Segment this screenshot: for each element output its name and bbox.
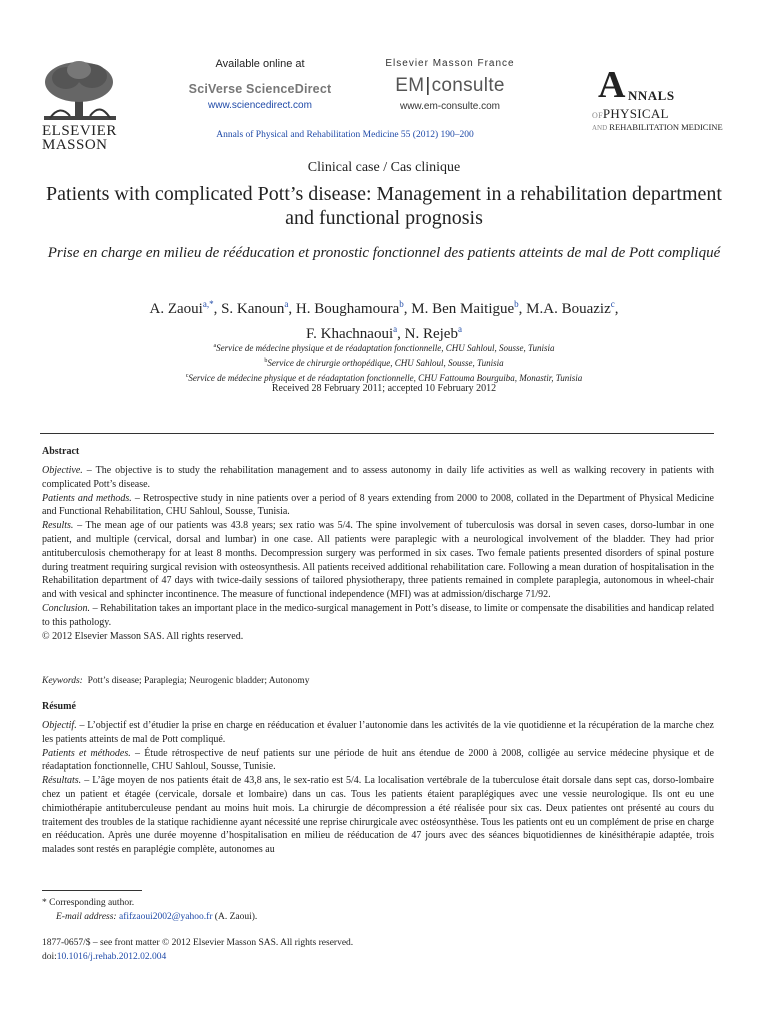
- author-affil-marker[interactable]: c: [610, 299, 615, 309]
- email-owner: (A. Zaoui).: [212, 912, 258, 922]
- annals-of-text: OF: [592, 111, 603, 120]
- affiliation-text: Service de chirurgie orthopédique, CHU Sahloul, Sousse, Tunisia: [267, 358, 504, 368]
- article-french-title: Prise en charge en milieu de rééducation et pronostic fonctionnel des patients atteints de mal de Pott compliqué: [47, 245, 721, 261]
- sciverse-logo-text: SciVerse ScienceDirect: [188, 82, 332, 96]
- author-affil-marker[interactable]: b: [399, 299, 404, 309]
- section-text: – L’âge moyen de nos patients était de 43,8 ans, le sex-ratio est 5/4. La localisation vertébrale de la tuberculose était dorsale dans sept cas, dorso-lombaire chez un patient et étagée (cervicale, dorsale et lombaire) dans un cas. Tous les patients étaient paraplégiques avec une vessie neurologique. Ils ont eu une chimiothérapie antituberculeuse pendant au moins huit mois. La chirurgie de décompression a été réalisée pour six cas. Deux patientes ont présenté au cours du traitement des troubles de la statique rachidienne ayant nécessité une reprise chirurgicale avec ostéosynthèse. Tous les patients ont eu un complément de prise en charge en rééducation. Après une durée moyenne d’hospitalisation en milieu de rééducation de 47 jours avec des séances biquotidiennes de kinésithérapie adaptée, trois malades sont restés en paraplégie complète, autonomes au: [42, 775, 714, 856]
- sciencedirect-block: [160, 58, 360, 111]
- email-link[interactable]: afifzaoui2002@yahoo.fr: [118, 912, 213, 922]
- author-affil-marker[interactable]: a: [284, 299, 289, 309]
- annals-physical-text: PHYSICAL: [602, 106, 669, 121]
- affiliation-text: Service de médecine physique et de réadaptation fonctionnelle, CHU Fattouma Bourguiba, Monastir, Tunisia: [188, 373, 583, 383]
- affiliation-marker: c: [185, 373, 189, 379]
- affiliation-list: [40, 340, 728, 385]
- issn-text: 1877-0657/$ – see front matter © 2012 Elsevier Masson SAS. All rights reserved.: [42, 938, 354, 948]
- publisher-subname: MASSON: [42, 137, 108, 153]
- author-name: M.A. Bouaziz: [526, 301, 611, 317]
- affiliation: [40, 340, 728, 355]
- section-label: Objectif.: [42, 720, 77, 731]
- author-name: H. Boughamoura: [295, 301, 400, 317]
- footnote-rule: [42, 890, 142, 891]
- affiliation-marker: b: [264, 358, 268, 364]
- annals-big-letter: A: [598, 64, 626, 106]
- section-text: – Étude rétrospective de neuf patients sur une période de huit ans étendue de 2000 à 2008, colligée au service médecine physique et de réadaptation fonctionnelle, CHU Sahloul, Sousse, Tunisie.: [42, 747, 714, 773]
- em-consulte-right: consulte: [431, 75, 505, 96]
- keywords: [42, 676, 309, 686]
- abstract-results: [42, 519, 714, 602]
- annals-physical-line: [592, 106, 669, 122]
- sciencedirect-link[interactable]: www.sciencedirect.com: [208, 100, 312, 111]
- abstract-body: [42, 464, 714, 643]
- em-consulte-block: [370, 58, 530, 112]
- publisher-wordmark: [42, 124, 117, 152]
- section-label: Objective.: [42, 465, 83, 476]
- received-dates: Received 28 February 2011; accepted 10 February 2012: [271, 383, 497, 394]
- section-text: – L’objectif est d’étudier la prise en charge en rééducation et évaluer l’autonomie dans les activités de la vie quotidienne et la récupération de la marche chez les patients atteints de mal de Pott compliqué.: [42, 720, 714, 745]
- author-affil-marker[interactable]: a: [393, 324, 398, 334]
- affiliation-marker: a: [213, 343, 217, 349]
- section-label: Conclusion.: [42, 602, 91, 614]
- section-label: Patients and methods.: [42, 492, 132, 504]
- abstract-heading: Abstract: [42, 446, 80, 457]
- annals-and-text: AND: [592, 124, 608, 132]
- author-name: M. Ben Maitigue: [411, 301, 515, 317]
- resume-methodes: [42, 747, 714, 775]
- annals-journal-logo: [592, 66, 722, 136]
- article-title: Patients with complicated Pott’s disease: Management in a rehabilitation department and functional prognosis: [46, 183, 722, 229]
- article-type: Clinical case / Cas clinique: [307, 160, 461, 175]
- affiliation-text: Service de médecine physique et de réadaptation fonctionnelle, CHU Sahloul, Sousse, Tunisia: [216, 343, 555, 353]
- keywords-text: Pott’s disease; Paraplegia; Neurogenic bladder; Autonomy: [87, 676, 310, 686]
- section-label: Patients et méthodes.: [42, 747, 131, 759]
- corresponding-author-note: [42, 896, 257, 924]
- em-consulte-logo: [370, 75, 530, 97]
- issn-block: [42, 936, 353, 964]
- author-name: N. Rejeb: [404, 326, 458, 342]
- section-label: Résultats.: [42, 775, 82, 787]
- author-name: F. Khachnaoui: [306, 326, 394, 342]
- section-text: – The mean age of our patients was 43.8 years; sex ratio was 5/4. The spine involvement of tuberculosis was dorsal in seven cases, dorso-lumbar in one patient, and multiple (cervical, dorsal and lumbar) in one case. All patients were paraplegic with a neurological involvement of the bladder. They had prior antituberculosis chemotherapy for at least 8 months. Decompression surgery was performed in six cases. Two female patients presented disorders of spinal posture during treatment requiring surgical revision with osteosynthesis. All patients received additional rehabilitation care. Following a mean duration of hospitalisation in the Rehabilitation department of 47 days with twice-daily sessions of tailored physiotherapy, three patients remained in complete paraplegia, autonomous in wheel-chair and with vesical and sphincter incontinence. The measure of functional independence (MFI) was at admission/discharge 71/92.: [42, 520, 714, 601]
- section-text: – Retrospective study in nine patients over a period of 8 years extending from 2000 to 2008, collated in the Department of Physical Medicine and Functional Rehabilitation, CHU Sahloul, Sousse, Tunisia.: [42, 492, 714, 518]
- resume-heading: Résumé: [42, 701, 76, 712]
- abstract-conclusion: [42, 602, 714, 630]
- abstract-top-rule: [40, 433, 714, 434]
- abstract-copyright: © 2012 Elsevier Masson SAS. All rights reserved.: [42, 630, 244, 642]
- resume-body: [42, 719, 714, 857]
- email-line: [42, 910, 257, 924]
- section-text: – Rehabilitation takes an important place in the medico-surgical management in Pott’s disease, to limite or compensate the disabilities and handicap related to this pathology.: [42, 602, 714, 628]
- em-consulte-divider: |: [425, 75, 431, 96]
- corresponding-label: * Corresponding author.: [42, 898, 135, 908]
- email-label: E-mail address:: [56, 912, 117, 922]
- journal-citation-link[interactable]: Annals of Physical and Rehabilitation Medicine 55 (2012) 190–200: [216, 130, 474, 140]
- doi-link[interactable]: 10.1016/j.rehab.2012.02.004: [56, 952, 167, 962]
- affiliation: [40, 355, 728, 370]
- annals-rest-letters: NNALS: [628, 88, 675, 103]
- author-affil-marker[interactable]: b: [514, 299, 519, 309]
- author-name: A. Zaoui: [149, 301, 203, 317]
- section-label: Results.: [42, 520, 74, 532]
- annals-rehab-text: REHABILITATION MEDICINE: [609, 122, 723, 132]
- annals-rehab-line: [592, 122, 723, 132]
- elsevier-masson-france-text: Elsevier Masson France: [385, 58, 515, 69]
- author-list: A. Zaoui$^{a,*}$, S. Kanoun$^a$, H. Boughamoura$^b$, M. Ben Maitigue$^b$, M.A. Bouaziz$^c$, F. Khachnaoui$^a$, N. Rejeb$^a$: [149, 299, 619, 342]
- doi-label: doi:: [42, 952, 57, 962]
- abstract-objective: [42, 464, 714, 492]
- section-text: – The objective is to study the rehabilitation management and to assess autonomy in daily life activities as well as walking recovery in patients with complicated Pott’s disease.: [42, 465, 714, 490]
- resume-resultats: [42, 774, 714, 857]
- abstract-methods: [42, 492, 714, 520]
- em-consulte-link[interactable]: www.em-consulte.com: [399, 101, 501, 112]
- em-consulte-left: EM: [395, 75, 425, 96]
- keywords-label: Keywords:: [42, 676, 83, 686]
- author-affil-marker[interactable]: a: [457, 324, 462, 334]
- doi-line: [42, 950, 353, 964]
- resume-objectif: [42, 719, 714, 747]
- publisher-name: ELSEVIER: [42, 123, 117, 139]
- author-affil-marker[interactable]: a,*: [202, 299, 214, 309]
- author-name: S. Kanoun: [221, 301, 285, 317]
- available-online-text: Available online at: [215, 58, 305, 70]
